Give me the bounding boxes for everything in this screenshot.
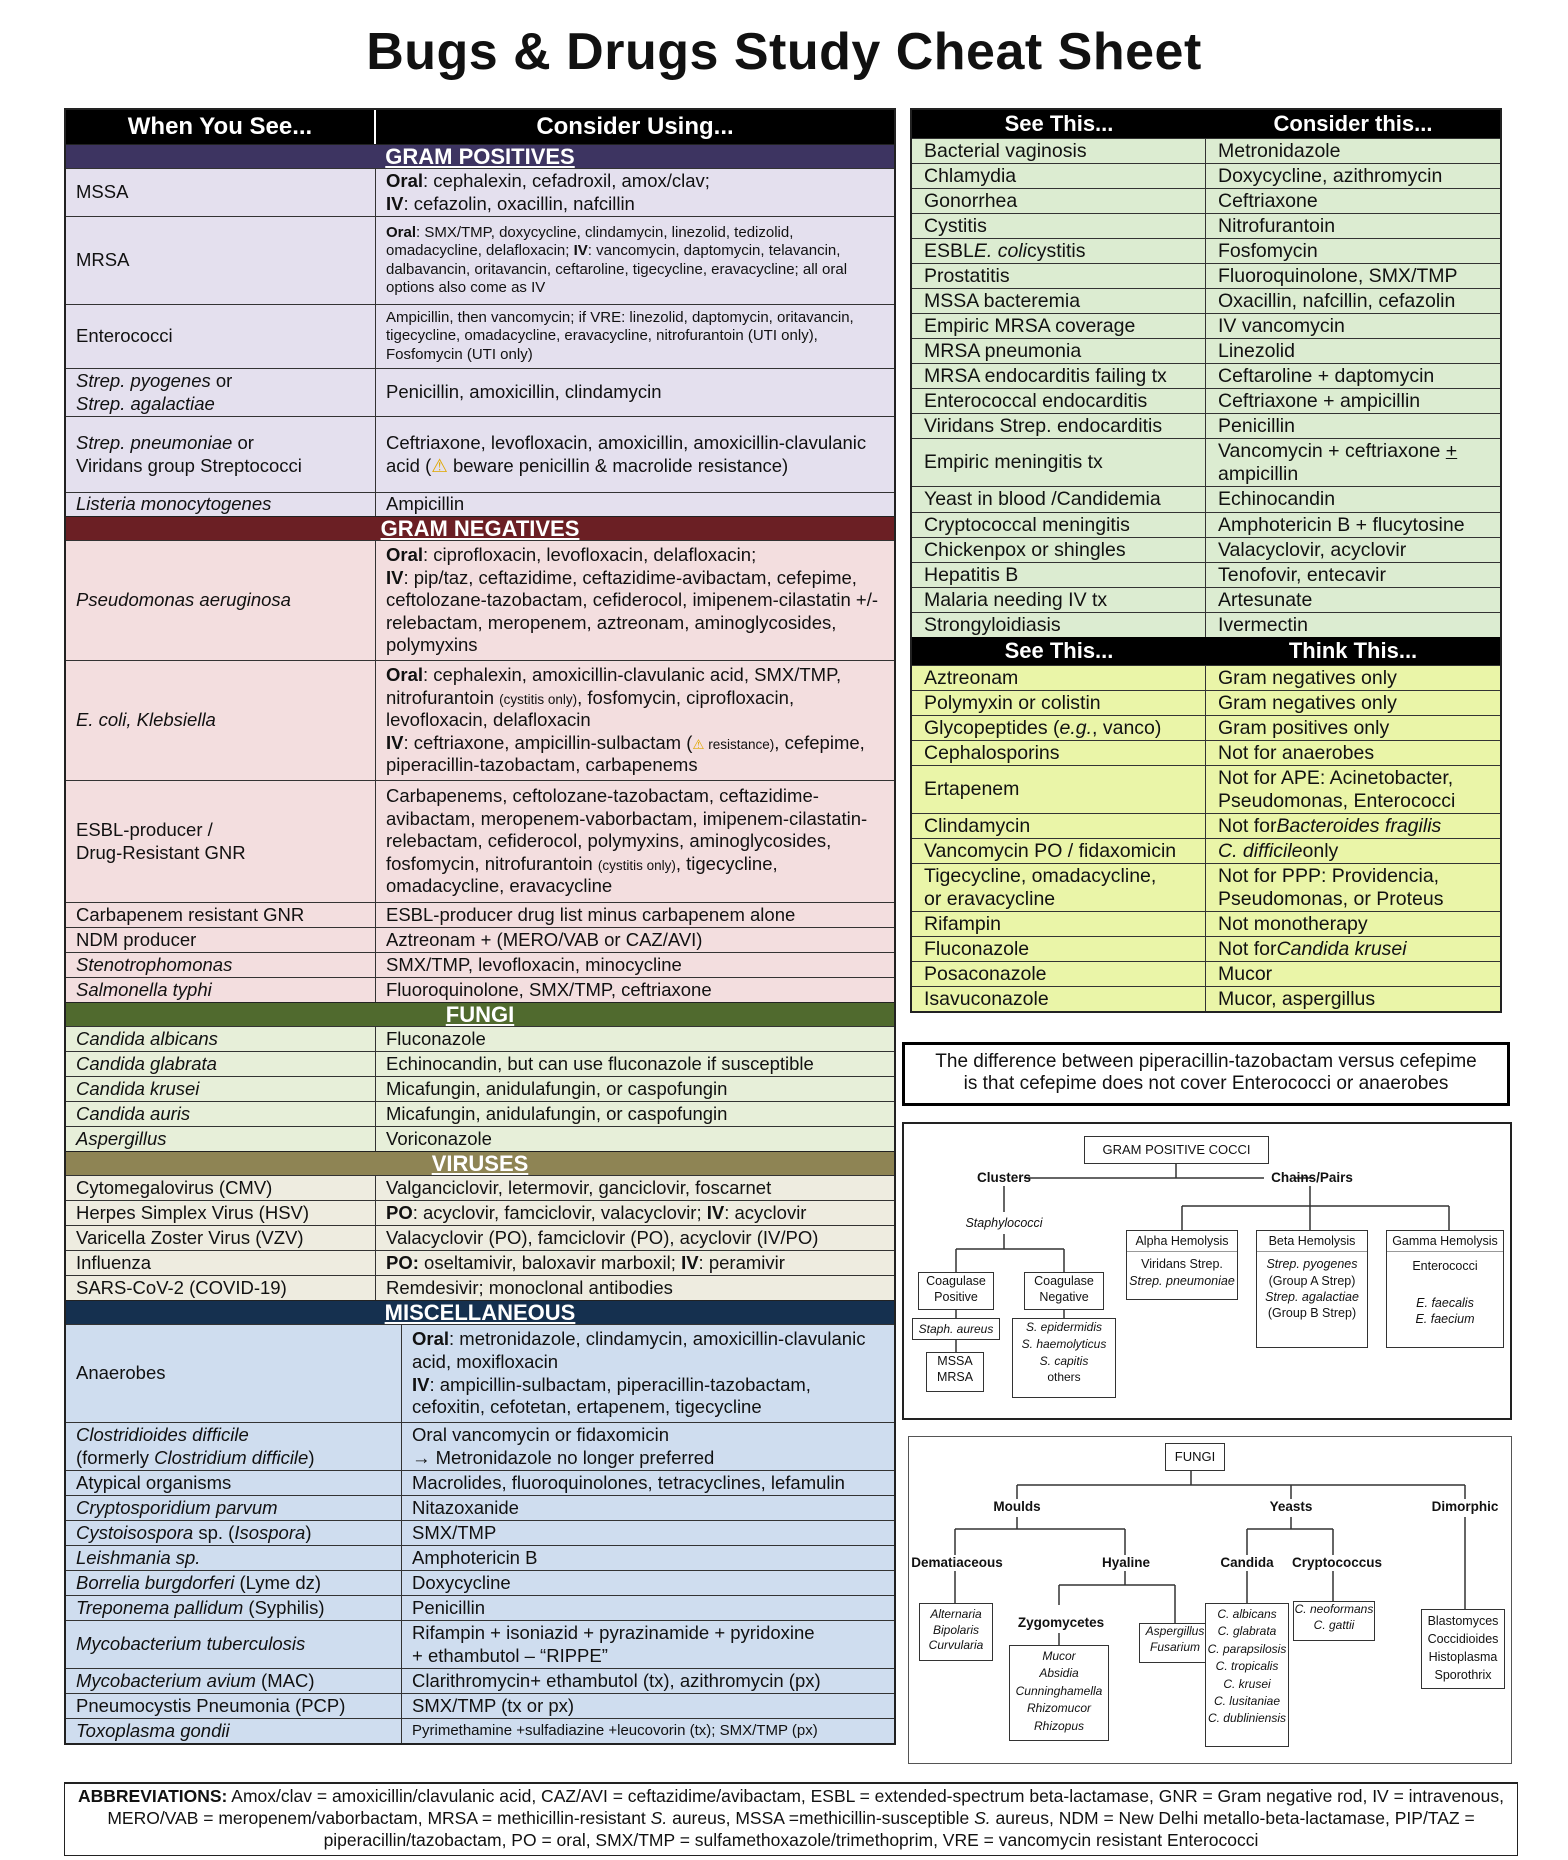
zygomycetes-label: Zygomycetes <box>1017 1615 1105 1630</box>
candida-label: Candida <box>1220 1555 1274 1570</box>
row-value: Oral: metronidazole, clindamycin, amoxicillin-clavulanic acid, moxifloxacin IV: ampicillin-sulbactam, piperacillin-tazobactam, cefoxitin, cefotetan, ertapenem, tigecycline <box>412 1328 866 1418</box>
table-row: Cephalosporins Not for anaerobes <box>912 740 1500 765</box>
alpha-hemolysis-node: Alpha Hemolysis Viridans Strep. Strep. pneumoniae <box>1126 1230 1238 1300</box>
table-row <box>66 540 894 660</box>
row-key: Salmonella typhi <box>66 978 376 1002</box>
row-key: MSSA <box>66 169 376 216</box>
row-key: Candida krusei <box>66 1077 376 1101</box>
table-row: Enterococcal endocarditis Ceftriaxone + ampicillin <box>912 388 1500 413</box>
row-key: Cystoisospora sp. (Isospora) <box>66 1521 402 1545</box>
yeasts-label: Yeasts <box>1269 1499 1313 1514</box>
gpc-root-node: GRAM POSITIVE COCCI <box>1084 1136 1269 1164</box>
row-key: Toxoplasma gondii <box>66 1719 402 1743</box>
row-key: Varicella Zoster Virus (VZV) <box>66 1226 376 1250</box>
row-key: Strep. pyogenes or Strep. agalactiae <box>66 369 376 416</box>
row-value: Fluconazole <box>386 1027 486 1049</box>
row-key: E. coli, Klebsiella <box>66 661 376 780</box>
row-value: Oral vancomycin or fidaxomicin → Metronidazole no longer preferred <box>412 1423 715 1468</box>
see-this-consider-table <box>910 108 1502 1013</box>
dematiaceous-label: Dematiaceous <box>911 1555 1003 1570</box>
row-value: Doxycycline <box>412 1571 511 1593</box>
row-key: Pneumocystis Pneumonia (PCP) <box>66 1694 402 1718</box>
table-row: Posaconazole Mucor <box>912 961 1500 986</box>
table-row <box>66 1101 894 1126</box>
table-row: MSSA bacteremia Oxacillin, nafcillin, cefazolin <box>912 288 1500 313</box>
table-row: Polymyxin or colistin Gram negatives only <box>912 690 1500 715</box>
table-row <box>66 952 894 977</box>
row-key: Stenotrophomonas <box>66 953 376 977</box>
table-row: Cryptococcal meningitis Amphotericin B + flucytosine <box>912 512 1500 537</box>
beta-hemolysis-node: Beta Hemolysis Strep. pyogenes (Group A Strep) Strep. agalactiae (Group B Strep) <box>1256 1230 1368 1348</box>
table-row: Malaria needing IV tx Artesunate <box>912 587 1500 612</box>
row-key: Strep. pneumoniae or Viridans group Streptococci <box>66 417 376 492</box>
header-consider-this: Consider this... <box>1273 111 1433 136</box>
coag-neg-species-node: S. epidermidis S. haemolyticus S. capitis others <box>1012 1318 1116 1398</box>
dimorphic-species-node: Blastomyces Coccidioides Histoplasma Sporothrix <box>1421 1609 1505 1689</box>
cryptococcus-species-node: C. neoformans C. gattii <box>1293 1601 1375 1641</box>
table-row <box>66 1718 894 1743</box>
think-body <box>912 665 1500 1011</box>
row-value: PO: oseltamivir, baloxavir marboxil; IV: peramivir <box>386 1251 785 1273</box>
table-row <box>66 1076 894 1101</box>
row-key: SARS-CoV-2 (COVID-19) <box>66 1276 376 1300</box>
table-header <box>912 110 1500 138</box>
table-row <box>66 1545 894 1570</box>
row-key: Atypical organisms <box>66 1471 402 1495</box>
table-row <box>66 1570 894 1595</box>
section-fungi: FUNGI <box>66 1002 894 1026</box>
header-see-this-2: See This... <box>1004 638 1114 663</box>
row-key: Clostridioides difficile (formerly Clostridium difficile) <box>66 1423 402 1470</box>
table-row: Chlamydia Doxycycline, azithromycin <box>912 163 1500 188</box>
table-row: Bacterial vaginosis Metronidazole <box>912 138 1500 163</box>
table-row <box>66 902 894 927</box>
row-value: Fluoroquinolone, SMX/TMP, ceftriaxone <box>386 978 712 1000</box>
row-value: SMX/TMP, levofloxacin, minocycline <box>386 953 682 975</box>
header-see-this: See This... <box>1004 111 1114 136</box>
table-row <box>66 1693 894 1718</box>
row-value: Micafungin, anidulafungin, or caspofungin <box>386 1102 728 1124</box>
row-key: Anaerobes <box>66 1325 402 1422</box>
table-row: Strongyloidiasis Ivermectin <box>912 612 1500 637</box>
row-value: Nitazoxanide <box>412 1496 519 1518</box>
abbreviations-footer: ABBREVIATIONS: Amox/clav = amoxicillin/clavulanic acid, CAZ/AVI = ceftazidime/avibactam, ESBL = extended-spectrum beta-lactamase, GNR = Gram negative rod, IV = intravenous, MERO/VAB = meropenem/vaborbactam, MRSA = methicillin-resistant S. aureus, MSSA =methicillin-susceptible S. aureus, NDM = New Delhi metallo-beta-lactamase, PIP/TAZ = piperacillin/tazobactam, PO = oral, SMX/TMP = sulfamethoxazole/trimethoprim, VRE = vancomycin resistant Enterococci <box>64 1782 1518 1856</box>
table-row <box>66 1495 894 1520</box>
table-row <box>66 977 894 1002</box>
table-row <box>66 1051 894 1076</box>
chains-label: Chains/Pairs <box>1271 1170 1353 1185</box>
hyaline-label: Hyaline <box>1101 1555 1151 1570</box>
table-row: Empiric MRSA coverage IV vancomycin <box>912 313 1500 338</box>
page-title: Bugs & Drugs Study Cheat Sheet <box>366 23 1202 81</box>
gram-positive-cocci-diagram <box>902 1122 1512 1420</box>
row-key: Treponema pallidum (Syphilis) <box>66 1596 402 1620</box>
gamma-hemolysis-node: Gamma Hemolysis Enterococci E. faecalis E. faecium <box>1386 1230 1504 1348</box>
section-gram-negatives: GRAM NEGATIVES <box>66 516 894 540</box>
table-row <box>66 1126 894 1151</box>
warning-icon: ⚠ <box>692 736 705 752</box>
table-row <box>66 368 894 416</box>
table-row <box>66 1595 894 1620</box>
table-row <box>66 1175 894 1200</box>
table-row: Prostatitis Fluoroquinolone, SMX/TMP <box>912 263 1500 288</box>
table-row <box>66 1026 894 1051</box>
table-row: Vancomycin PO / fidaxomicin C. difficile only <box>912 838 1500 863</box>
table-row: Ertapenem Not for APE: Acinetobacter, Pseudomonas, Enterococci <box>912 765 1500 813</box>
table-row <box>66 780 894 902</box>
row-value: SMX/TMP <box>412 1521 497 1543</box>
table-row <box>66 1324 894 1422</box>
table-row: Viridans Strep. endocarditis Penicillin <box>912 413 1500 438</box>
row-value: Micafungin, anidulafungin, or caspofungin <box>386 1077 728 1099</box>
table-row: Tigecycline, omadacycline, or eravacycline Not for PPP: Providencia, Pseudomonas, or Proteus <box>912 863 1500 911</box>
cryptococcus-label: Cryptococcus <box>1291 1555 1383 1570</box>
viruses-body <box>66 1175 894 1300</box>
table-row: Gonorrhea Ceftriaxone <box>912 188 1500 213</box>
consider-body <box>912 138 1500 637</box>
table-row <box>66 1620 894 1668</box>
row-value: SMX/TMP (tx or px) <box>412 1694 575 1716</box>
row-value: Rifampin + isoniazid + pyrazinamide + pyridoxine + ethambutol – “RIPPE” <box>412 1621 815 1666</box>
row-value: Oral: cephalexin, cefadroxil, amox/clav; IV: cefazolin, oxacillin, nafcillin <box>386 169 710 214</box>
table-row <box>66 1470 894 1495</box>
gram-negatives-body <box>66 540 894 1002</box>
row-value: Pyrimethamine +sulfadiazine +leucovorin (tx); SMX/TMP (px) <box>412 1721 818 1739</box>
table-row: Clindamycin Not for Bacteroides fragilis <box>912 813 1500 838</box>
row-value: Oral: ciprofloxacin, levofloxacin, delafloxacin; IV: pip/taz, ceftazidime, ceftazidime-avibactam, cefepime, ceftolozane-tazobactam, cefiderocol, imipenem-cilastatin +/- relebactam, meropenem, aztreonam, aminoglycosides, polymyxins <box>386 544 879 656</box>
row-key: MRSA <box>66 217 376 304</box>
zygomycetes-node: Mucor Absidia Cunninghamella Rhizomucor Rhizopus <box>1009 1645 1109 1741</box>
difference-note: The difference between piperacillin-tazobactam versus cefepime is that cefepime does not cover Enterococci or anaerobes <box>902 1042 1510 1106</box>
table-row: MRSA endocarditis failing tx Ceftaroline + daptomycin <box>912 363 1500 388</box>
table-row <box>66 1200 894 1225</box>
table-header <box>66 110 894 144</box>
fungi-body <box>66 1026 894 1151</box>
row-value: Ampicillin, then vancomycin; if VRE: linezolid, daptomycin, oritavancin, tigecycline, omadacycline, eravacycline, nitrofurantoin (UTI only), Fosfomycin (UTI only) <box>386 309 854 363</box>
table-row: MRSA pneumonia Linezolid <box>912 338 1500 363</box>
clusters-label: Clusters <box>976 1170 1032 1185</box>
header-when-you-see: When You See... <box>66 110 376 144</box>
moulds-label: Moulds <box>993 1499 1041 1514</box>
table-row <box>66 416 894 492</box>
table-row: Empiric meningitis tx Vancomycin + ceftriaxone + ampicillin <box>912 438 1500 486</box>
table-row <box>66 216 894 304</box>
row-value: Valganciclovir, letermovir, ganciclovir, foscarnet <box>386 1176 772 1198</box>
row-key: Candida auris <box>66 1102 376 1126</box>
fungi-root-node: FUNGI <box>1165 1443 1225 1471</box>
row-key: Cryptosporidium parvum <box>66 1496 402 1520</box>
table-row <box>66 927 894 952</box>
row-value: Amphotericin B <box>412 1546 538 1568</box>
row-value: Echinocandin, but can use fluconazole if susceptible <box>386 1052 814 1074</box>
row-value: Oral: cephalexin, amoxicillin-clavulanic acid, SMX/TMP, nitrofurantoin (cystitis only), fosfomycin, ciprofloxacin, levofloxacin, delafloxacin IV: ceftriaxone, ampicillin-sulbactam (⚠ resistance), cefepime, piperacillin-tazobactam, carbapenems <box>386 664 865 776</box>
row-key: Pseudomonas aeruginosa <box>66 541 376 660</box>
table-row: Cystitis Nitrofurantoin <box>912 213 1500 238</box>
dematiaceous-node: Alternaria Bipolaris Curvularia <box>919 1603 993 1661</box>
mssa-mrsa-node: MSSA MRSA <box>926 1352 984 1392</box>
table-row <box>66 660 894 780</box>
row-key: Listeria monocytogenes <box>66 493 376 516</box>
row-value: PO: acyclovir, famciclovir, valacyclovir; IV: acyclovir <box>386 1201 807 1223</box>
row-value: Ampicillin <box>386 493 465 515</box>
table-row: ESBL E. coli cystitis Fosfomycin <box>912 238 1500 263</box>
table-row: Glycopeptides ( e.g. , vanco) Gram positives only <box>912 715 1500 740</box>
hyaline-node: Aspergillus Fusarium <box>1139 1623 1211 1663</box>
table-row <box>66 1422 894 1470</box>
row-key: Mycobacterium avium (MAC) <box>66 1669 402 1693</box>
table-row: Rifampin Not monotherapy <box>912 911 1500 936</box>
row-value: Aztreonam + (MERO/VAB or CAZ/AVI) <box>386 928 703 950</box>
row-value: Penicillin, amoxicillin, clindamycin <box>386 381 662 403</box>
table-row <box>66 1275 894 1300</box>
row-value: Macrolides, fluoroquinolones, tetracyclines, lefamulin <box>412 1471 845 1493</box>
table-row: Aztreonam Gram negatives only <box>912 665 1500 690</box>
section-miscellaneous: MISCELLANEOUS <box>66 1300 894 1324</box>
fungi-diagram <box>908 1436 1512 1764</box>
row-value: Valacyclovir (PO), famciclovir (PO), acyclovir (IV/PO) <box>386 1226 819 1248</box>
row-key: NDM producer <box>66 928 376 952</box>
row-key: Influenza <box>66 1251 376 1275</box>
row-key: Carbapenem resistant GNR <box>66 903 376 927</box>
section-gram-positives: GRAM POSITIVES <box>66 144 894 168</box>
misc-body <box>66 1324 894 1743</box>
row-value: Ceftriaxone, levofloxacin, amoxicillin, amoxicillin-clavulanic acid (⚠ beware penicillin & macrolide resistance) <box>386 431 867 476</box>
row-key: Borrelia burgdorferi (Lyme dz) <box>66 1571 402 1595</box>
table-row: Chickenpox or shingles Valacyclovir, acyclovir <box>912 537 1500 562</box>
row-key: Enterococci <box>66 305 376 368</box>
row-key: Candida glabrata <box>66 1052 376 1076</box>
warning-icon: ⚠ <box>431 454 448 476</box>
table-row <box>66 492 894 516</box>
table-header-think <box>912 637 1500 665</box>
row-key: Herpes Simplex Virus (HSV) <box>66 1201 376 1225</box>
table-row: Isavuconazole Mucor, aspergillus <box>912 986 1500 1011</box>
dimorphic-label: Dimorphic <box>1431 1499 1499 1514</box>
bugs-drugs-table <box>64 108 896 1745</box>
coagulase-negative-node: Coagulase Negative <box>1024 1272 1104 1310</box>
table-row: Yeast in blood /Candidemia Echinocandin <box>912 486 1500 512</box>
header-consider-using: Consider Using... <box>536 113 734 140</box>
row-value: Clarithromycin+ ethambutol (tx), azithromycin (px) <box>412 1669 821 1691</box>
row-key: Cytomegalovirus (CMV) <box>66 1176 376 1200</box>
row-key: Mycobacterium tuberculosis <box>66 1621 402 1668</box>
row-value: Penicillin <box>412 1596 486 1618</box>
table-row <box>66 1668 894 1693</box>
coagulase-positive-node: Coagulase Positive <box>918 1272 994 1310</box>
table-row <box>66 1520 894 1545</box>
table-row <box>66 1225 894 1250</box>
table-row <box>66 1250 894 1275</box>
staph-aureus-node: Staph. aureus <box>912 1318 1000 1340</box>
row-value: Carbapenems, ceftolozane-tazobactam, ceftazidime-avibactam, meropenem-vaborbactam, imipenem-cilastatin-relebactam, cefiderocol, polymyxins, aminoglycosides, fosfomycin, nitrofurantoin (cystitis only), tigecycline, omadacycline, eravacycline <box>386 785 868 897</box>
table-row <box>66 168 894 216</box>
row-key: Leishmania sp. <box>66 1546 402 1570</box>
table-row: Hepatitis B Tenofovir, entecavir <box>912 562 1500 587</box>
row-value: Oral: SMX/TMP, doxycycline, clindamycin, linezolid, tedizolid, omadacycline, delafloxacin; IV: vancomycin, daptomycin, telavancin, dalbavancin, oritavancin, ceftaroline, tigecycline, eravacycline; all oral options also come as IV <box>386 223 848 296</box>
table-row <box>66 304 894 368</box>
row-value: Voriconazole <box>386 1127 492 1149</box>
header-think-this: Think This... <box>1288 638 1418 663</box>
gram-positives-body <box>66 168 894 516</box>
table-row: Fluconazole Not for Candida krusei <box>912 936 1500 961</box>
row-key: Candida albicans <box>66 1027 376 1051</box>
section-viruses: VIRUSES <box>66 1151 894 1175</box>
row-value: ESBL-producer drug list minus carbapenem alone <box>386 903 796 925</box>
staphylococci-label: Staphylococci <box>965 1216 1043 1230</box>
candida-species-node: C. albicans C. glabrata C. parapsilosis C. tropicalis C. krusei C. lusitaniae C. dubliniensis <box>1205 1603 1289 1747</box>
row-key: Aspergillus <box>66 1127 376 1151</box>
row-key: ESBL-producer / Drug-Resistant GNR <box>66 781 376 902</box>
row-value: Remdesivir; monoclonal antibodies <box>386 1276 673 1298</box>
